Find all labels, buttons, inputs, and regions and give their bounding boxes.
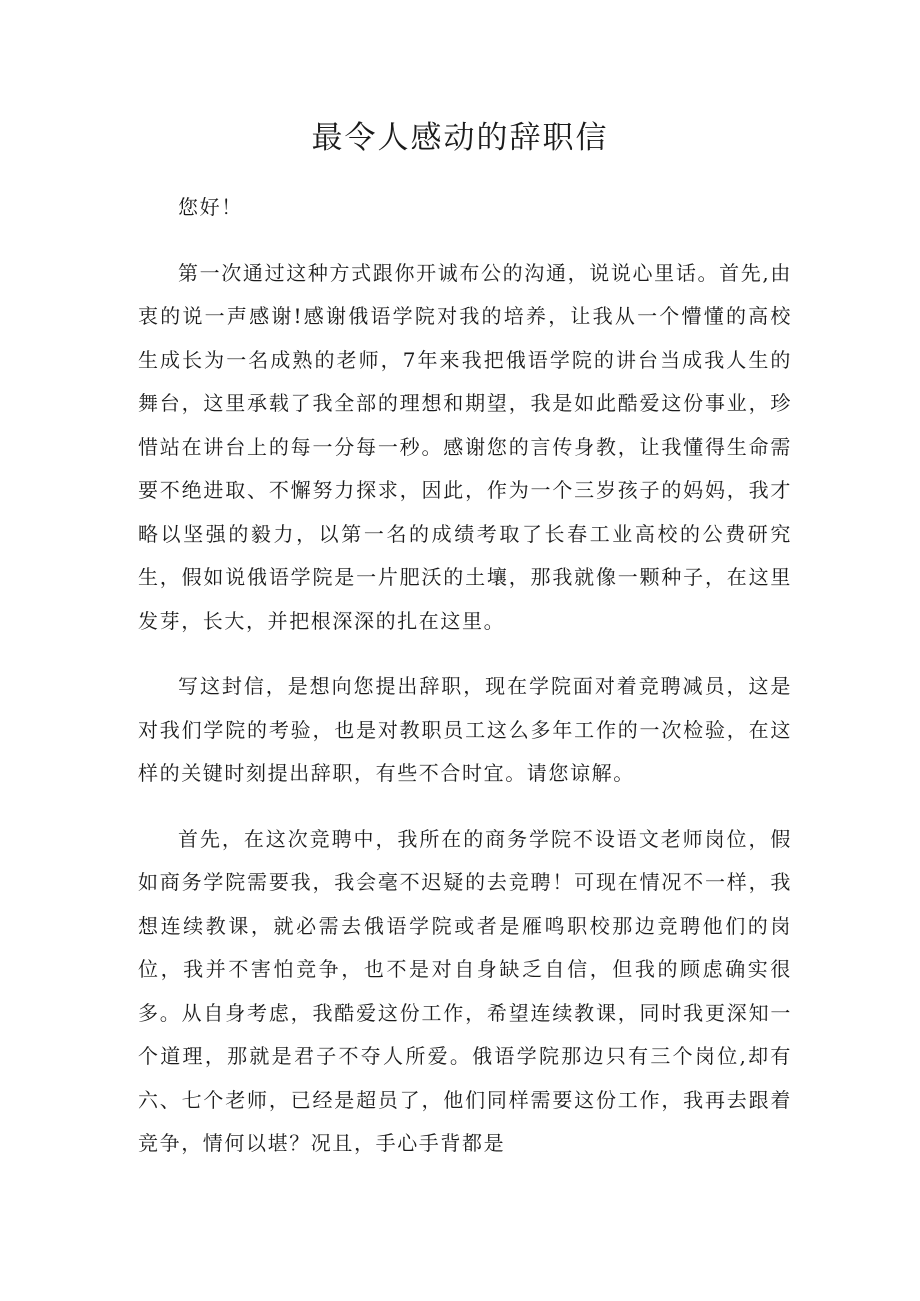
- letter-body: [138, 186, 792, 1188]
- document-title: 最令人感动的辞职信: [311, 120, 609, 156]
- gratitude-paragraph: 第一次通过这种方式跟你开诚布公的沟通，说说心里话。首先,由衷的说一声感谢!感谢俄语学院对我的培养，让我从一个懵懂的高校生成长为一名成熟的老师，7年来我把俄语学院的讲台当成我人生的舞台，这里承载了我全部的理想和期望，我是如此酷爱这份事业，珍惜站在讲台上的每一分每一秒。感谢您的言传身教，让我懂得生命需要不绝进取、不懈努力探求，因此，作为一个三岁孩子的妈妈，我才略以坚强的毅力，以第一名的成绩考取了长春工业高校的公费研究生，假如说俄语学院是一片肥沃的土壤，那我就像一颗种子，在这里发芽，长大，并把根深深的扎在这里。: [138, 260, 792, 633]
- reason-paragraph: 首先，在这次竞聘中，我所在的商务学院不设语文老师岗位，假如商务学院需要我，我会毫不迟疑的去竞聘！可现在情况不一样，我想连续教课，就必需去俄语学院或者是雁鸣职校那边竞聘他们的岗位，我并不害怕竞争，也不是对自身缺乏自信，但我的顾虑确实很多。从自身考虑，我酷爱这份工作，希望连续教课，同时我更深知一个道理，那就是君子不夺人所爱。俄语学院那边只有三个岗位,却有六、七个老师，已经是超员了，他们同样需要这份工作，我再去跟着竞争，情何以堪？况且，手心手背都是: [138, 826, 792, 1155]
- resignation-paragraph: 写这封信，是想向您提出辞职，现在学院面对着竞聘减员，这是对我们学院的考验，也是对教职员工这么多年工作的一次检验，在这样的关键时刻提出辞职，有些不合时宜。请您谅解。: [138, 674, 792, 785]
- salutation-paragraph: 您好！: [178, 195, 243, 219]
